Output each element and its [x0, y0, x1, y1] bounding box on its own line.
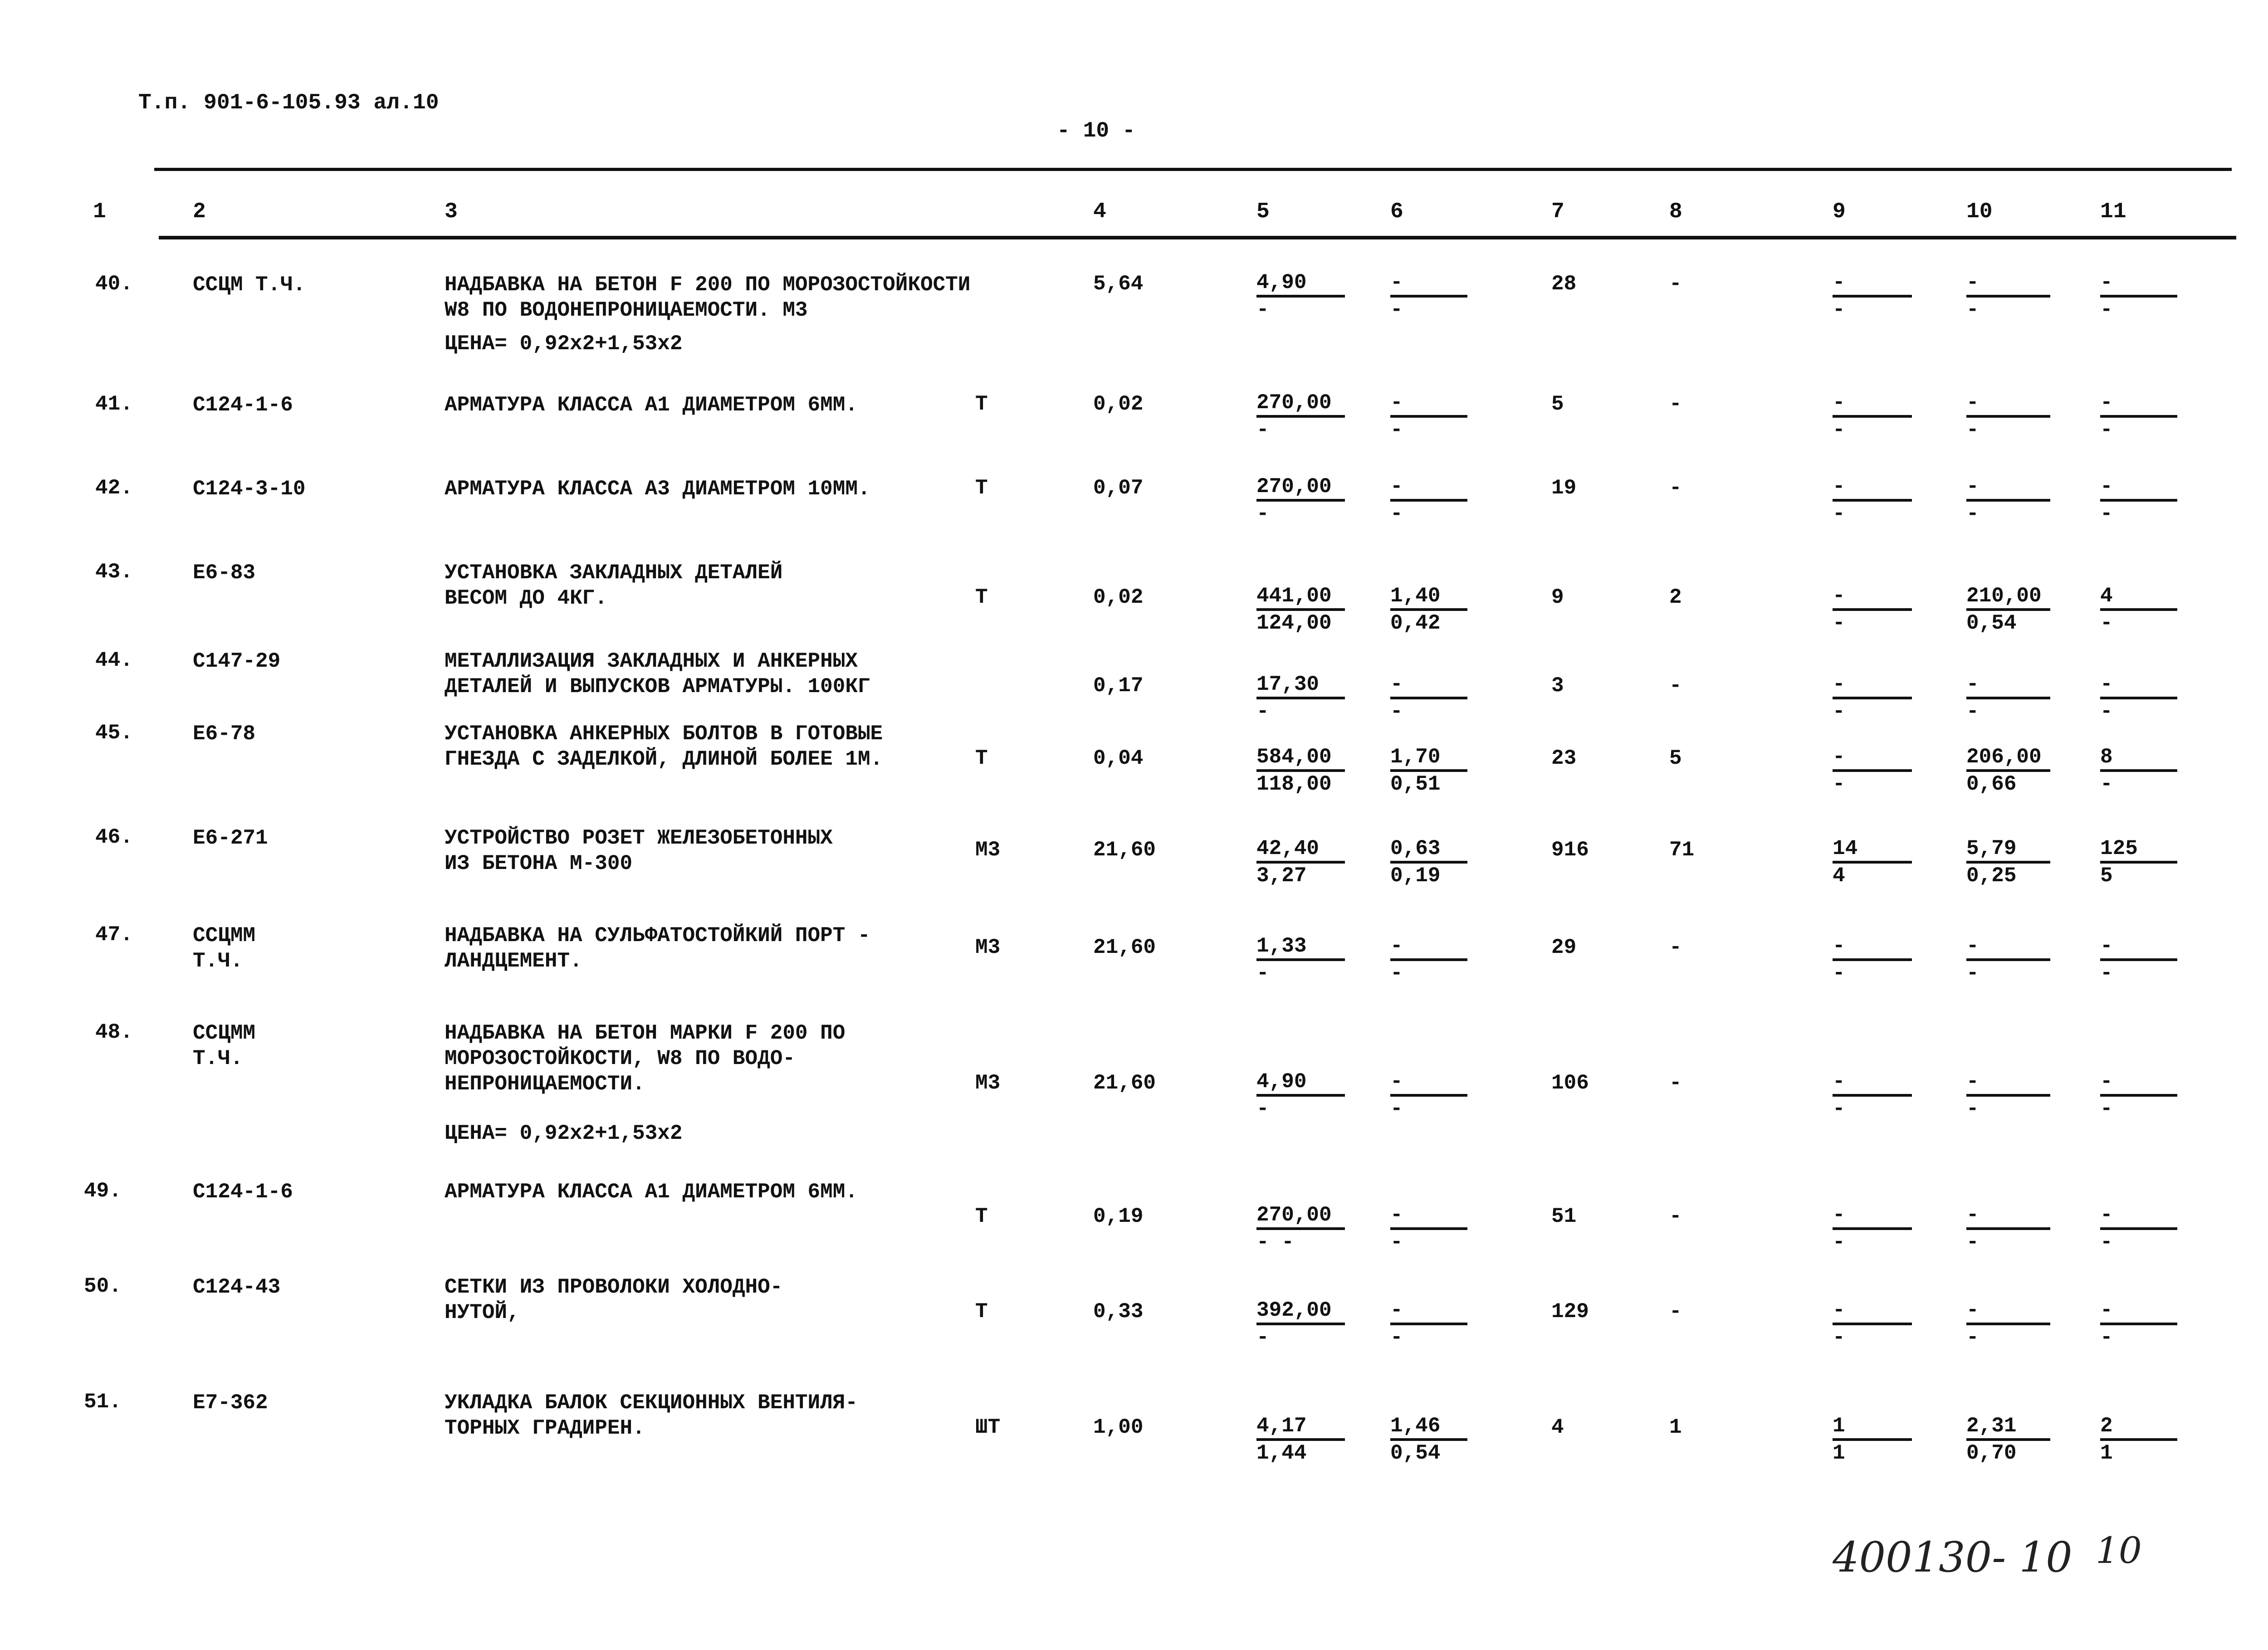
denominator: -: [1256, 502, 1269, 526]
fraction-col-11: [2100, 1069, 2177, 1121]
numerator: 42,40: [1256, 837, 1320, 860]
row-number: 41.: [95, 392, 133, 416]
col-8-value: 2: [1669, 586, 1682, 609]
denominator: -: [1966, 1326, 1979, 1349]
col-8-value: -: [1669, 1071, 1682, 1095]
numerator: -: [1833, 271, 1845, 294]
numerator: -: [1966, 673, 1979, 696]
page-number: - 10 -: [1057, 119, 1135, 143]
numerator: -: [1966, 1203, 1979, 1227]
denominator: -: [1966, 1230, 1979, 1254]
unit: М3: [975, 1071, 1001, 1095]
numerator: 1,40: [1390, 584, 1441, 608]
quantity: 0,02: [1093, 392, 1144, 416]
unit: Т: [975, 1300, 988, 1323]
quantity: 5,64: [1093, 272, 1144, 296]
numerator: -: [1390, 475, 1403, 498]
numerator: 270,00: [1256, 475, 1332, 498]
denominator: 3,27: [1256, 864, 1307, 888]
row-number: 40.: [95, 272, 133, 296]
norm-code: С124-1-6: [193, 393, 293, 417]
column-header-2: 2: [193, 200, 206, 224]
row-number: 46.: [95, 825, 133, 849]
quantity: 1,00: [1093, 1416, 1144, 1439]
row-number: 43.: [95, 560, 133, 584]
col-7-value: 23: [1551, 747, 1577, 770]
numerator: -: [2100, 1203, 2113, 1227]
col-8-value: -: [1669, 674, 1682, 698]
numerator: -: [1966, 934, 1979, 958]
column-header-8: 8: [1669, 200, 1682, 224]
fraction-col-9: [1833, 584, 1912, 635]
fraction-col-11: [2100, 1414, 2177, 1465]
numerator: -: [2100, 934, 2113, 958]
col-7-value: 916: [1551, 838, 1589, 862]
col-7-value: 129: [1551, 1300, 1589, 1323]
fraction-col-5: [1256, 270, 1345, 322]
fraction-col-9: [1833, 1203, 1912, 1255]
fraction-col-9: [1833, 474, 1912, 526]
denominator: -: [1256, 962, 1269, 985]
unit: Т: [975, 747, 988, 770]
col-7-value: 28: [1551, 272, 1577, 296]
fraction-col-11: [2100, 672, 2177, 724]
denominator: -: [1833, 298, 1845, 322]
column-header-6: 6: [1390, 200, 1403, 224]
col-8-value: -: [1669, 392, 1682, 416]
col-8-value: 5: [1669, 747, 1682, 770]
quantity: 0,33: [1093, 1300, 1144, 1323]
denominator: -: [1833, 611, 1845, 635]
denominator: 118,00: [1256, 772, 1332, 796]
fraction-col-5: [1256, 672, 1345, 724]
numerator: -: [1390, 391, 1403, 415]
quantity: 21,60: [1093, 838, 1156, 862]
unit: ШТ: [975, 1416, 1001, 1439]
denominator: -: [2100, 700, 2113, 723]
numerator: -: [1833, 673, 1845, 696]
denominator: -: [1966, 700, 1979, 723]
fraction-col-11: [2100, 270, 2177, 322]
work-description: СЕТКИ ИЗ ПРОВОЛОКИ ХОЛОДНО- НУТОЙ,: [445, 1275, 783, 1324]
fraction-col-11: [2100, 1203, 2177, 1255]
fraction-col-6: [1390, 1414, 1467, 1465]
numerator: -: [1833, 584, 1845, 608]
unit: Т: [975, 1205, 988, 1228]
fraction-col-6: [1390, 836, 1467, 888]
numerator: -: [1390, 1070, 1403, 1093]
fraction-col-11: [2100, 584, 2177, 635]
fraction-col-11: [2100, 934, 2177, 986]
denominator: 0,70: [1966, 1441, 2017, 1465]
fraction-col-11: [2100, 391, 2177, 442]
quantity: 21,60: [1093, 1071, 1156, 1095]
fraction-col-5: [1256, 584, 1345, 635]
column-header-3: 3: [445, 200, 458, 224]
fraction-col-5: [1256, 474, 1345, 526]
col-8-value: 71: [1669, 838, 1695, 862]
numerator: 4,90: [1256, 1070, 1307, 1093]
col-8-value: -: [1669, 476, 1682, 500]
numerator: -: [1966, 475, 1979, 498]
work-description: УСТРОЙСТВО РОЗЕТ ЖЕЛЕЗОБЕТОННЫХ ИЗ БЕТОНА М-300: [445, 826, 833, 875]
col-7-value: 5: [1551, 392, 1564, 416]
numerator: -: [1833, 1203, 1845, 1227]
denominator: -: [2100, 1230, 2113, 1254]
col-7-value: 51: [1551, 1205, 1577, 1228]
fraction-col-9: [1833, 836, 1912, 888]
fraction-col-5: [1256, 1298, 1345, 1350]
denominator: -: [1256, 700, 1269, 723]
handwritten-code: 400130- 10: [1833, 1533, 2072, 1582]
numerator: -: [1833, 1299, 1845, 1322]
numerator: 17,30: [1256, 673, 1320, 696]
denominator: -: [1833, 418, 1845, 442]
denominator: -: [1833, 1230, 1845, 1254]
top-rule: [154, 168, 2232, 171]
unit: Т: [975, 476, 988, 500]
denominator: -: [1390, 700, 1403, 723]
denominator: -: [2100, 1097, 2113, 1121]
fraction-col-10: [1966, 672, 2050, 724]
numerator: 441,00: [1256, 584, 1332, 608]
unit: Т: [975, 392, 988, 416]
price-formula: ЦЕНА= 0,92х2+1,53х2: [445, 332, 683, 356]
denominator: 0,42: [1390, 611, 1441, 635]
numerator: 4: [2100, 584, 2113, 608]
denominator: -: [1390, 962, 1403, 985]
denominator: -: [1256, 298, 1269, 322]
unit: Т: [975, 586, 988, 609]
numerator: -: [1966, 391, 1979, 415]
denominator: 4: [1833, 864, 1845, 888]
numerator: -: [1390, 934, 1403, 958]
numerator: -: [2100, 1299, 2113, 1322]
norm-code: С147-29: [193, 649, 281, 673]
work-description: НАДБАВКА НА СУЛЬФАТОСТОЙКИЙ ПОРТ - ЛАНДЦЕМЕНТ.: [445, 924, 870, 973]
col-7-value: 19: [1551, 476, 1577, 500]
denominator: -: [1390, 502, 1403, 526]
numerator: 0,63: [1390, 837, 1441, 860]
fraction-col-6: [1390, 672, 1467, 724]
fraction-col-10: [1966, 1203, 2050, 1255]
numerator: 1,70: [1390, 745, 1441, 769]
work-description: АРМАТУРА КЛАССА А3 ДИАМЕТРОМ 10ММ.: [445, 477, 870, 501]
row-number: 42.: [95, 476, 133, 500]
norm-code: С124-3-10: [193, 477, 306, 501]
fraction-col-11: [2100, 1298, 2177, 1350]
denominator: -: [1833, 962, 1845, 985]
denominator: -: [2100, 418, 2113, 442]
fraction-col-6: [1390, 391, 1467, 442]
denominator: -: [1390, 1230, 1403, 1254]
numerator: -: [1390, 271, 1403, 294]
denominator: 0,66: [1966, 772, 2017, 796]
fraction-col-6: [1390, 584, 1467, 635]
denominator: 5: [2100, 864, 2113, 888]
row-number: 51.: [84, 1390, 122, 1414]
numerator: -: [2100, 1070, 2113, 1093]
fraction-col-10: [1966, 391, 2050, 442]
denominator: -: [2100, 772, 2113, 796]
work-description: УКЛАДКА БАЛОК СЕКЦИОННЫХ ВЕНТИЛЯ- ТОРНЫХ ГРАДИРЕН.: [445, 1391, 858, 1440]
fraction-col-10: [1966, 836, 2050, 888]
fraction-col-5: [1256, 391, 1345, 442]
fraction-col-9: [1833, 1069, 1912, 1121]
unit: М3: [975, 936, 1001, 959]
denominator: -: [1256, 418, 1269, 442]
fraction-col-9: [1833, 1298, 1912, 1350]
numerator: -: [1966, 271, 1979, 294]
fraction-col-9: [1833, 270, 1912, 322]
numerator: -: [1966, 1070, 1979, 1093]
quantity: 0,19: [1093, 1205, 1144, 1228]
denominator: 1: [1833, 1441, 1845, 1465]
fraction-col-10: [1966, 1298, 2050, 1350]
denominator: -: [1833, 700, 1845, 723]
fraction-col-10: [1966, 1414, 2050, 1465]
col-8-value: -: [1669, 1300, 1682, 1323]
denominator: -: [1390, 1326, 1403, 1349]
quantity: 0,04: [1093, 747, 1144, 770]
fraction-col-5: [1256, 1414, 1345, 1465]
denominator: -: [1966, 502, 1979, 526]
denominator: -: [1256, 1097, 1269, 1121]
denominator: -: [1390, 298, 1403, 322]
fraction-col-10: [1966, 270, 2050, 322]
denominator: -: [2100, 298, 2113, 322]
denominator: -: [2100, 502, 2113, 526]
denominator: 124,00: [1256, 611, 1332, 635]
unit: М3: [975, 838, 1001, 862]
fraction-col-10: [1966, 1069, 2050, 1121]
quantity: 0,02: [1093, 586, 1144, 609]
numerator: 2,31: [1966, 1414, 2017, 1438]
fraction-col-9: [1833, 1414, 1912, 1465]
denominator: 0,25: [1966, 864, 2017, 888]
column-header-7: 7: [1551, 200, 1564, 224]
fraction-col-9: [1833, 672, 1912, 724]
fraction-col-6: [1390, 934, 1467, 986]
row-number: 44.: [95, 649, 133, 672]
norm-code: Е7-362: [193, 1391, 268, 1415]
denominator: -: [1966, 962, 1979, 985]
numerator: 206,00: [1966, 745, 2042, 769]
numerator: -: [1966, 1299, 1979, 1322]
col-7-value: 4: [1551, 1416, 1564, 1439]
denominator: -: [1833, 502, 1845, 526]
denominator: -: [2100, 962, 2113, 985]
fraction-col-9: [1833, 745, 1912, 796]
quantity: 21,60: [1093, 936, 1156, 959]
handwritten-page: 10: [2096, 1529, 2142, 1572]
quantity: 0,07: [1093, 476, 1144, 500]
fraction-col-9: [1833, 934, 1912, 986]
denominator: -: [1390, 1097, 1403, 1121]
fraction-col-10: [1966, 584, 2050, 635]
column-header-4: 4: [1093, 200, 1106, 224]
price-formula: ЦЕНА= 0,92х2+1,53х2: [445, 1122, 683, 1145]
numerator: -: [1833, 1070, 1845, 1093]
numerator: -: [2100, 673, 2113, 696]
fraction-col-5: [1256, 836, 1345, 888]
work-description: УСТАНОВКА ЗАКЛАДНЫХ ДЕТАЛЕЙ ВЕСОМ ДО 4КГ.: [445, 561, 783, 610]
numerator: 2: [2100, 1414, 2113, 1438]
row-number: 48.: [95, 1020, 133, 1044]
fraction-col-11: [2100, 745, 2177, 796]
denominator: 0,54: [1966, 611, 2017, 635]
fraction-col-6: [1390, 745, 1467, 796]
fraction-col-5: [1256, 745, 1345, 796]
col-8-value: -: [1669, 936, 1682, 959]
fraction-col-6: [1390, 1298, 1467, 1350]
denominator: -: [2100, 1326, 2113, 1349]
fraction-col-5: [1256, 934, 1345, 986]
column-header-9: 9: [1833, 200, 1846, 224]
fraction-col-11: [2100, 474, 2177, 526]
denominator: -: [1966, 418, 1979, 442]
denominator: -: [1833, 772, 1845, 796]
fraction-col-6: [1390, 1069, 1467, 1121]
denominator: 0,19: [1390, 864, 1441, 888]
header-underline: [159, 236, 2236, 239]
fraction-col-6: [1390, 1203, 1467, 1255]
denominator: - -: [1256, 1230, 1294, 1254]
col-8-value: -: [1669, 1205, 1682, 1228]
numerator: 1: [1833, 1414, 1845, 1438]
numerator: 392,00: [1256, 1299, 1332, 1322]
numerator: 4,90: [1256, 271, 1307, 294]
fraction-col-11: [2100, 836, 2177, 888]
fraction-col-5: [1256, 1203, 1345, 1255]
fraction-col-5: [1256, 1069, 1345, 1121]
numerator: 270,00: [1256, 391, 1332, 415]
numerator: 125: [2100, 837, 2138, 860]
denominator: -: [1966, 1097, 1979, 1121]
col-7-value: 106: [1551, 1071, 1589, 1095]
col-8-value: -: [1669, 272, 1682, 296]
work-description: АРМАТУРА КЛАССА А1 ДИАМЕТРОМ 6ММ.: [445, 393, 858, 417]
norm-code: ССЦМ Т.Ч.: [193, 273, 306, 297]
denominator: 1: [2100, 1441, 2113, 1465]
norm-code: ССЦММ Т.Ч.: [193, 924, 256, 973]
row-number: 47.: [95, 923, 133, 947]
numerator: 5,79: [1966, 837, 2017, 860]
column-header-10: 10: [1966, 200, 1993, 224]
denominator: 0,51: [1390, 772, 1441, 796]
numerator: 584,00: [1256, 745, 1332, 769]
numerator: -: [1833, 934, 1845, 958]
fraction-col-6: [1390, 474, 1467, 526]
numerator: 14: [1833, 837, 1858, 860]
norm-code: Е6-78: [193, 722, 256, 746]
denominator: -: [2100, 611, 2113, 635]
norm-code: ССЦММ Т.Ч.: [193, 1021, 256, 1070]
numerator: -: [1833, 745, 1845, 769]
work-description: НАДБАВКА НА БЕТОН МАРКИ F 200 ПО МОРОЗОСТОЙКОСТИ, W8 ПО ВОДО- НЕПРОНИЦАЕМОСТИ.: [445, 1021, 846, 1096]
numerator: 8: [2100, 745, 2113, 769]
col-8-value: 1: [1669, 1416, 1682, 1439]
numerator: 4,17: [1256, 1414, 1307, 1438]
norm-code: Е6-271: [193, 826, 268, 850]
numerator: 1,33: [1256, 934, 1307, 958]
column-header-5: 5: [1256, 200, 1270, 224]
work-description: МЕТАЛЛИЗАЦИЯ ЗАКЛАДНЫХ И АНКЕРНЫХ ДЕТАЛЕЙ И ВЫПУСКОВ АРМАТУРЫ. 100КГ: [445, 649, 870, 698]
quantity: 0,17: [1093, 674, 1144, 698]
fraction-col-10: [1966, 745, 2050, 796]
numerator: 270,00: [1256, 1203, 1332, 1227]
column-header-1: 1: [93, 200, 106, 224]
numerator: -: [2100, 391, 2113, 415]
numerator: 210,00: [1966, 584, 2042, 608]
document-reference: Т.п. 901-6-105.93 ал.10: [138, 91, 439, 115]
norm-code: С124-43: [193, 1275, 281, 1299]
col-7-value: 3: [1551, 674, 1564, 698]
numerator: -: [1833, 475, 1845, 498]
fraction-col-9: [1833, 391, 1912, 442]
norm-code: Е6-83: [193, 561, 256, 585]
col-7-value: 29: [1551, 936, 1577, 959]
denominator: -: [1256, 1326, 1269, 1349]
denominator: 0,54: [1390, 1441, 1441, 1465]
norm-code: С124-1-6: [193, 1180, 293, 1204]
numerator: -: [1390, 1299, 1403, 1322]
work-description: НАДБАВКА НА БЕТОН F 200 ПО МОРОЗОСТОЙКОСТИ W8 ПО ВОДОНЕПРОНИЦАЕМОСТИ. М3: [445, 273, 971, 322]
numerator: -: [1390, 673, 1403, 696]
work-description: АРМАТУРА КЛАССА А1 ДИАМЕТРОМ 6ММ.: [445, 1180, 858, 1204]
column-header-11: 11: [2100, 200, 2126, 224]
numerator: -: [1390, 1203, 1403, 1227]
fraction-col-10: [1966, 474, 2050, 526]
row-number: 45.: [95, 721, 133, 745]
denominator: -: [1966, 298, 1979, 322]
row-number: 50.: [84, 1274, 122, 1298]
col-7-value: 9: [1551, 586, 1564, 609]
numerator: 1,46: [1390, 1414, 1441, 1438]
fraction-col-10: [1966, 934, 2050, 986]
numerator: -: [2100, 475, 2113, 498]
denominator: -: [1390, 418, 1403, 442]
work-description: УСТАНОВКА АНКЕРНЫХ БОЛТОВ В ГОТОВЫЕ ГНЕЗДА С ЗАДЕЛКОЙ, ДЛИНОЙ БОЛЕЕ 1М.: [445, 722, 883, 771]
denominator: -: [1833, 1097, 1845, 1121]
numerator: -: [1833, 391, 1845, 415]
fraction-col-6: [1390, 270, 1467, 322]
row-number: 49.: [84, 1179, 122, 1203]
denominator: -: [1833, 1326, 1845, 1349]
denominator: 1,44: [1256, 1441, 1307, 1465]
numerator: -: [2100, 271, 2113, 294]
